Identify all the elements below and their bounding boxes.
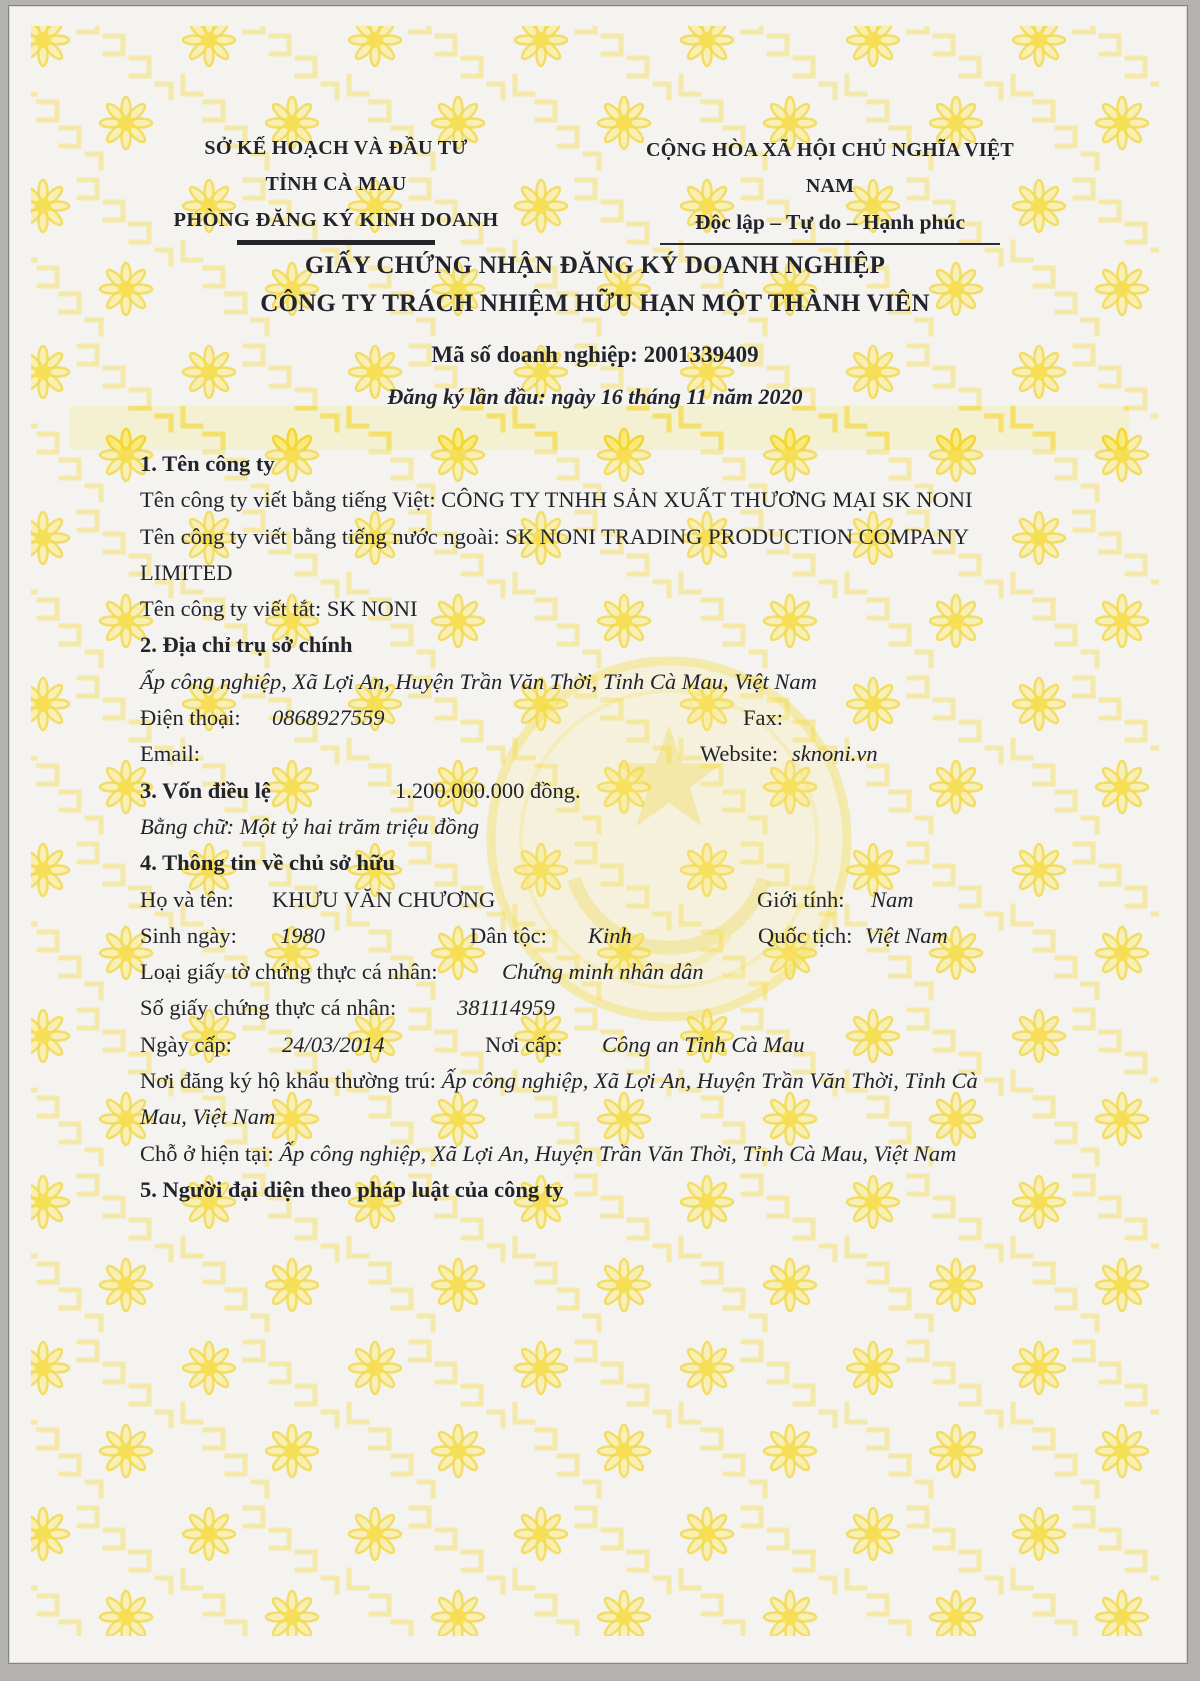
company-name-short-label: Tên công ty viết tắt: [140,596,322,622]
fullname-label: Họ và tên: [140,886,234,912]
fax-label: Fax: [743,705,784,731]
company-type-title: CÔNG TY TRÁCH NHIỆM HỮU HẠN MỘT THÀNH VIÊN [260,290,930,317]
id-number-row [140,990,1065,1026]
issuing-authority-block [150,130,522,245]
section2-heading: 2. Địa chỉ trụ sở chính [140,632,353,658]
phone-label: Điện thoại: [140,705,241,731]
residence-value: Ấp công nghiệp, Xã Lợi An, Huyện Trần Văn Thời, Tỉnh Cà Mau, Việt Nam [140,1068,978,1130]
issue-date-value: 24/03/2014 [282,1031,385,1057]
department-name: SỞ KẾ HOẠCH VÀ ĐẦU TƯ [204,137,468,159]
country-name: CỘNG HÒA XÃ HỘI CHỦ NGHĨA VIỆT NAM [646,139,1014,197]
company-name-vi-label: Tên công ty viết bằng tiếng Việt: [140,487,436,513]
national-motto: Độc lập – Tự do – Hạnh phúc [695,210,965,234]
head-office-address: Ấp công nghiệp, Xã Lợi An, Huyện Trần Văn Thời, Tỉnh Cà Mau, Việt Nam [140,668,817,694]
capital-in-words-label: Bằng chữ: [140,813,235,839]
capital-in-words-value: Một tỷ hai trăm triệu đồng [239,813,480,839]
residence-label: Nơi đăng ký hộ khẩu thường trú: [140,1068,436,1094]
id-type-label: Loại giấy tờ chứng thực cá nhân: [140,959,438,985]
birth-value: 1980 [280,922,325,948]
first-registration-line: Đăng ký lần đầu: ngày 16 tháng 11 năm 2020 [387,384,803,409]
header-right-underline [660,243,1000,245]
national-header-block [630,132,1030,245]
owner-name-row [140,882,1065,918]
section1-heading: 1. Tên công ty [140,451,275,476]
charter-capital-row [140,773,1065,809]
website-label: Website: [700,741,779,767]
issue-place-label: Nơi cấp: [485,1031,563,1057]
province-name: TỈNH CÀ MAU [265,173,407,195]
section3-heading: 3. Vốn điều lệ [140,777,271,803]
capital-in-words-row [140,809,1065,845]
company-name-foreign-label: Tên công ty viết bằng tiếng nước ngoài: [140,523,500,549]
gender-label: Giới tính: [757,886,845,912]
enterprise-code-line [0,342,1190,368]
current-address-line [140,1136,992,1172]
id-type-row [140,954,1065,990]
nationality-label: Quốc tịch: [758,922,853,948]
birth-ethnic-nationality-row [140,918,1065,954]
enterprise-code-value: 2001339409 [643,342,759,367]
current-address-label: Chỗ ở hiện tại: [140,1140,274,1166]
email-label: Email: [140,741,200,767]
ethnic-value: Kinh [588,922,632,948]
registration-office-name: PHÒNG ĐĂNG KÝ KINH DOANH [173,209,499,231]
phone-fax-row [140,700,1065,736]
charter-capital-value: 1.200.000.000 đồng. [395,777,581,803]
certificate-body [140,446,1065,1208]
enterprise-code-label: Mã số doanh nghiệp: [431,342,638,367]
email-website-row [140,736,1065,772]
issue-place-value: Công an Tỉnh Cà Mau [602,1031,805,1057]
id-issue-row [140,1027,1065,1063]
certificate-title: GIẤY CHỨNG NHẬN ĐĂNG KÝ DOANH NGHIỆP [304,252,886,279]
ethnic-label: Dân tộc: [470,922,547,948]
current-address-value: Ấp công nghiệp, Xã Lợi An, Huyện Trần Văn Thời, Tỉnh Cà Mau, Việt Nam [279,1140,957,1166]
company-name-vi-value: CÔNG TY TNHH SẢN XUẤT THƯƠNG MẠI SK NONI [441,487,973,513]
phone-value: 0868927559 [272,705,385,731]
company-name-vi-line [140,482,992,518]
id-number-label: Số giấy chứng thực cá nhân: [140,995,397,1021]
section4-heading: 4. Thông tin về chủ sở hữu [140,850,396,876]
birth-label: Sinh ngày: [140,922,237,948]
id-number-value: 381114959 [457,995,555,1021]
website-value: sknoni.vn [792,741,878,767]
fullname-value: KHƯU VĂN CHƯƠNG [272,886,496,912]
section5-heading: 5. Người đại diện theo pháp luật của công ty [140,1176,564,1202]
id-type-value: Chứng minh nhân dân [502,959,704,985]
gender-value: Nam [871,886,914,912]
company-name-foreign-value: SK NONI TRADING PRODUCTION COMPANY LIMITED [140,523,969,585]
permanent-residence-line [140,1063,992,1136]
issue-date-label: Ngày cấp: [140,1031,232,1057]
header-left-underline [237,240,435,245]
company-name-short-line [140,591,1065,627]
company-name-short-value: SK NONI [326,596,418,622]
company-name-foreign-line [140,519,992,592]
nationality-value: Việt Nam [865,922,948,948]
